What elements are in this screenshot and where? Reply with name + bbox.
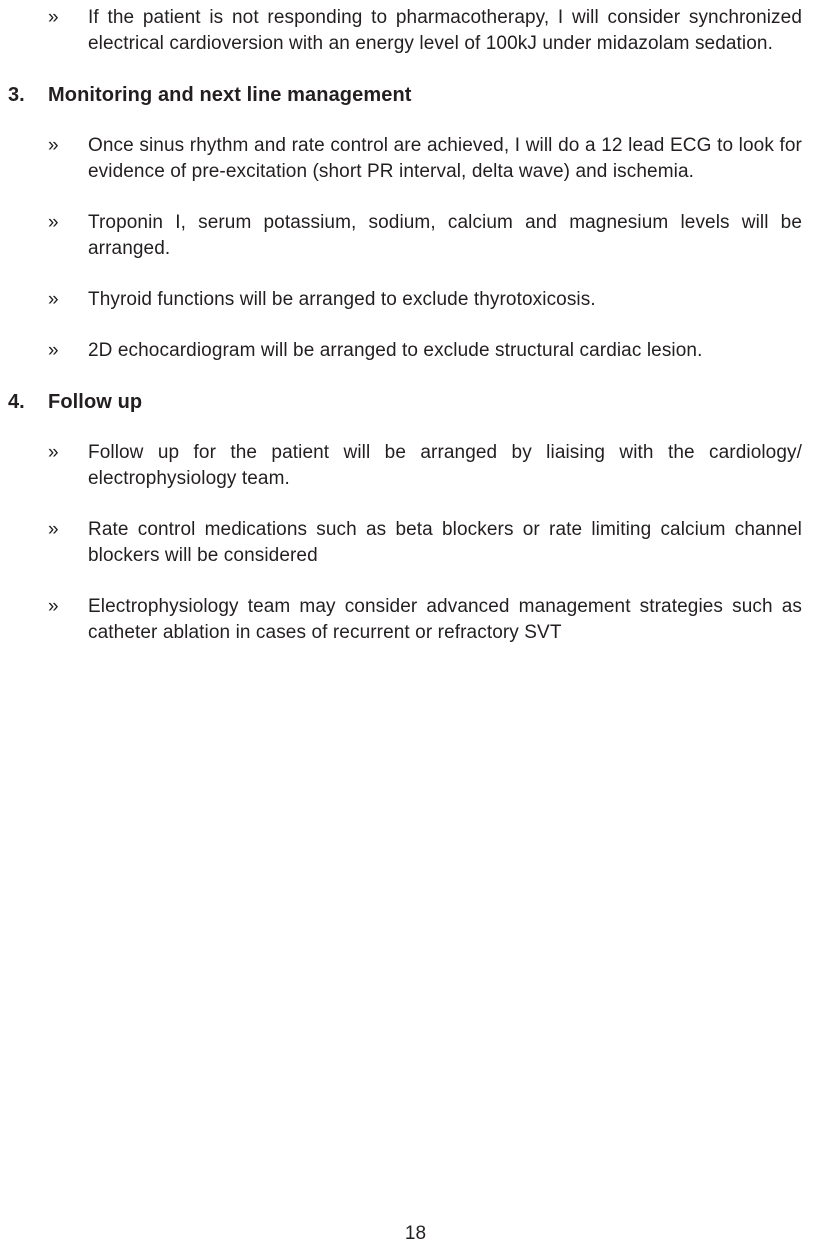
list-item	[48, 594, 802, 646]
bullet-marker: »	[48, 519, 59, 540]
section-title: Follow up	[48, 391, 143, 413]
bullet-marker: »	[48, 212, 59, 233]
section-number: 3.	[8, 84, 25, 106]
bullet-marker: »	[48, 340, 59, 361]
bullet-marker: »	[48, 289, 59, 310]
bullet-text: Rate control medications such as beta blockers or rate limiting calcium channel blockers will be considered	[88, 519, 802, 566]
bullet-text: If the patient is not responding to pharmacotherapy, I will consider synchronized electrical cardioversion with an energy level of 100kJ under midazolam sedation.	[88, 7, 802, 54]
bullet-text: 2D echocardiogram will be arranged to exclude structural cardiac lesion.	[88, 340, 703, 361]
bullet-text: Once sinus rhythm and rate control are achieved, I will do a 12 lead ECG to look for evidence of pre-excitation (short PR interval, delta wave) and ischemia.	[88, 135, 802, 182]
list-item	[48, 440, 802, 492]
section-heading-follow-up	[8, 389, 802, 415]
list-item	[48, 5, 802, 57]
section-heading-monitoring	[8, 82, 802, 108]
list-item	[48, 338, 802, 364]
bullet-marker: »	[48, 442, 59, 463]
list-item	[48, 133, 802, 185]
page-number: 18	[404, 1223, 427, 1244]
list-item	[48, 210, 802, 262]
bullet-text: Electrophysiology team may consider advanced management strategies such as catheter ablation in cases of recurrent or refractory SVT	[88, 596, 802, 643]
section-number: 4.	[8, 391, 25, 413]
list-item	[48, 517, 802, 569]
bullet-marker: »	[48, 596, 59, 617]
bullet-text: Troponin I, serum potassium, sodium, calcium and magnesium levels will be arranged.	[88, 212, 802, 259]
page-content	[8, 5, 802, 671]
bullet-marker: »	[48, 7, 59, 28]
section-title: Monitoring and next line management	[48, 84, 412, 106]
bullet-text: Thyroid functions will be arranged to exclude thyrotoxicosis.	[88, 289, 596, 310]
bullet-marker: »	[48, 135, 59, 156]
list-item	[48, 287, 802, 313]
bullet-text: Follow up for the patient will be arranged by liaising with the cardiology/ electrophysiology team.	[88, 442, 802, 489]
